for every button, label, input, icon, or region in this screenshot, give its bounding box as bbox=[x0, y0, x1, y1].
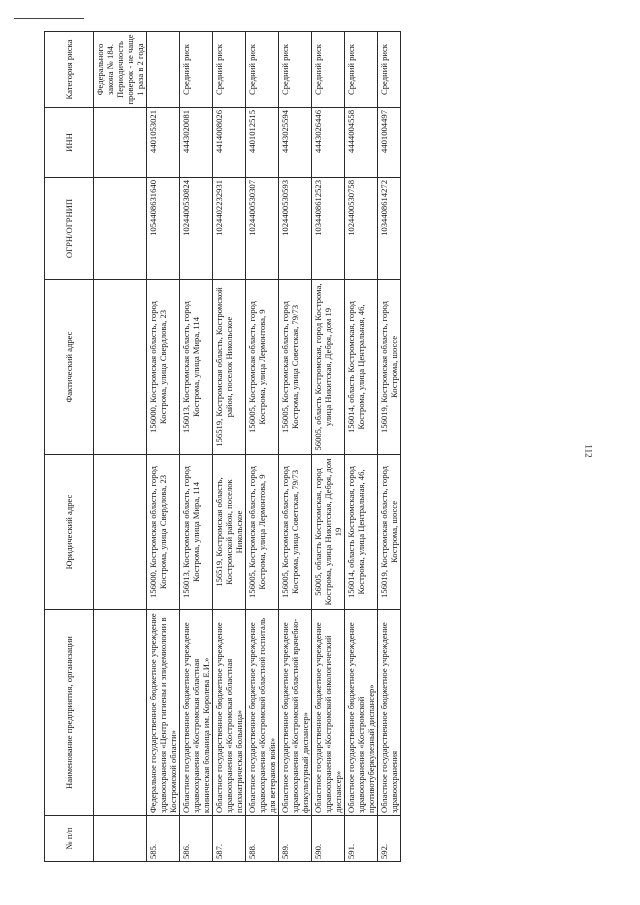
cell-actual-address: 156014, область Костромская, город Кострома, улица Центральная, 46, bbox=[345, 280, 378, 455]
cell-org-name: Областное государственное бюджетное учреждение здравоохранения «Костромской областной госпиталь для ветеранов войн» bbox=[246, 610, 279, 816]
cell-inn: 4414008026 bbox=[213, 108, 246, 178]
cell-row-number: 589. bbox=[279, 816, 312, 862]
cell-org-name: Областное государственное бюджетное учреждение здравоохранения «Костромской противотуберкулезный диспансер» bbox=[345, 610, 378, 816]
table-row bbox=[94, 32, 147, 862]
cell-risk-category: Средний риск bbox=[378, 32, 401, 108]
cell-risk-category: Средний риск bbox=[246, 32, 279, 108]
cell-org-name: Областное государственное бюджетное учреждение здравоохранения «Костромской онкологический диспансер» bbox=[312, 610, 345, 816]
table-row bbox=[180, 32, 213, 862]
top-rule bbox=[14, 18, 84, 19]
cell-risk-category: Средний риск bbox=[345, 32, 378, 108]
cell-ogrn: 1024402232931 bbox=[213, 178, 246, 280]
cell-row-number: 588. bbox=[246, 816, 279, 862]
cell-inn: 4443020081 bbox=[180, 108, 213, 178]
header-ogrn: ОГРН/ОГРНИП bbox=[45, 178, 94, 280]
table-row bbox=[378, 32, 401, 862]
cell-org-name: Областное государственное бюджетное учреждение здравоохранения bbox=[378, 610, 401, 816]
cell-row-number: 591. bbox=[345, 816, 378, 862]
cell-row-number: 590. bbox=[312, 816, 345, 862]
cell-legal-address bbox=[94, 455, 147, 610]
table-row bbox=[345, 32, 378, 862]
cell-ogrn: 1024400530307 bbox=[246, 178, 279, 280]
cell-ogrn: 1034408612523 bbox=[312, 178, 345, 280]
rotated-table-container bbox=[44, 32, 574, 862]
cell-ogrn: 1034408614272 bbox=[378, 178, 401, 280]
cell-org-name: Федеральное государственное бюджетное учреждение здравоохранения «Центр гигиены и эпидемиологии в Костромской области» bbox=[147, 610, 180, 816]
cell-inn: 4401012515 bbox=[246, 108, 279, 178]
header-row bbox=[45, 32, 94, 862]
cell-legal-address: 156005, Костромская область, город Кострома, улица Советская, 79/73 bbox=[279, 455, 312, 610]
cell-legal-address: 156019, Костромская область, город Кострома, шоссе bbox=[378, 455, 401, 610]
cell-ogrn bbox=[94, 178, 147, 280]
table-row bbox=[279, 32, 312, 862]
cell-ogrn: 1054408631640 bbox=[147, 178, 180, 280]
cell-inn bbox=[94, 108, 147, 178]
cell-actual-address bbox=[94, 280, 147, 455]
table-row bbox=[213, 32, 246, 862]
cell-row-number bbox=[94, 816, 147, 862]
cell-org-name bbox=[94, 610, 147, 816]
table-row bbox=[312, 32, 345, 862]
cell-legal-address: 56005, область Костромская, город Кострома, улица Никитская, Дебря, дом 19 bbox=[312, 455, 345, 610]
cell-legal-address: 156000, Костромская область, город Кострома, улица Свердлова, 23 bbox=[147, 455, 180, 610]
cell-org-name: Областное государственное бюджетное учреждение здравоохранения «Костромская областная клиническая больница им. Королева Е.И.» bbox=[180, 610, 213, 816]
cell-risk-category: Средний риск bbox=[213, 32, 246, 108]
cell-actual-address: 156519, Костромская область, Костромской район, поселок Никольское bbox=[213, 280, 246, 455]
registry-table bbox=[44, 31, 401, 862]
header-num: № п/п bbox=[45, 816, 94, 862]
cell-inn: 4443025594 bbox=[279, 108, 312, 178]
page-number: 112 bbox=[583, 444, 594, 458]
cell-risk-category bbox=[147, 32, 180, 108]
cell-row-number: 586. bbox=[180, 816, 213, 862]
cell-inn: 4401004497 bbox=[378, 108, 401, 178]
cell-org-name: Областное государственное бюджетное учреждение здравоохранения «Костромской областной врачебно-физкультурный диспансер» bbox=[279, 610, 312, 816]
cell-legal-address: 156005, Костромская область, город Кострома, улица Лермонтова, 9 bbox=[246, 455, 279, 610]
cell-row-number: 592. bbox=[378, 816, 401, 862]
cell-inn: 4444004558 bbox=[345, 108, 378, 178]
table-row bbox=[246, 32, 279, 862]
cell-ogrn: 1024400530824 bbox=[180, 178, 213, 280]
cell-legal-address: 156519, Костромская область, Костромской район, поселок Никольское bbox=[213, 455, 246, 610]
cell-inn: 4401053021 bbox=[147, 108, 180, 178]
cell-risk-category: Средний риск bbox=[312, 32, 345, 108]
cell-actual-address: 56005, область Костромская, город Кострома, улица Никитская, Дебря, дом 19 bbox=[312, 280, 345, 455]
cell-risk-category: Средний риск bbox=[279, 32, 312, 108]
cell-actual-address: 156005, Костромская область, город Кострома, улица Советская, 79/73 bbox=[279, 280, 312, 455]
cell-ogrn: 1024400530593 bbox=[279, 178, 312, 280]
table-row bbox=[147, 32, 180, 862]
cell-legal-address: 156013, Костромская область, город Кострома, улица Мира, 114 bbox=[180, 455, 213, 610]
cell-row-number: 587. bbox=[213, 816, 246, 862]
cell-actual-address: 156005, Костромская область, город Кострома, улица Лермонтова, 9 bbox=[246, 280, 279, 455]
cell-actual-address: 156013, Костромская область, город Кострома, улица Мира, 114 bbox=[180, 280, 213, 455]
cell-ogrn: 1024400530758 bbox=[345, 178, 378, 280]
header-inn: ИНН bbox=[45, 108, 94, 178]
cell-risk-category: Федерального закона № 184. Периодичность проверок - не чаще 1 раза в 2 года bbox=[94, 32, 147, 108]
cell-actual-address: 156019, Костромская область, город Кострома, шоссе bbox=[378, 280, 401, 455]
header-actual-address: Фактический адрес bbox=[45, 280, 94, 455]
cell-risk-category: Средний риск bbox=[180, 32, 213, 108]
cell-inn: 4443026446 bbox=[312, 108, 345, 178]
header-name: Наименование предприятия, организации bbox=[45, 610, 94, 816]
header-risk: Категория риска bbox=[45, 32, 94, 108]
cell-row-number: 585. bbox=[147, 816, 180, 862]
cell-org-name: Областное государственное бюджетное учреждение здравоохранения «Костромская областная психиатрическая больница» bbox=[213, 610, 246, 816]
header-legal-address: Юридический адрес bbox=[45, 455, 94, 610]
cell-actual-address: 156000, Костромская область, город Кострома, улица Свердлова, 23 bbox=[147, 280, 180, 455]
cell-legal-address: 156014, область Костромская, город Кострома, улица Центральная, 46, bbox=[345, 455, 378, 610]
